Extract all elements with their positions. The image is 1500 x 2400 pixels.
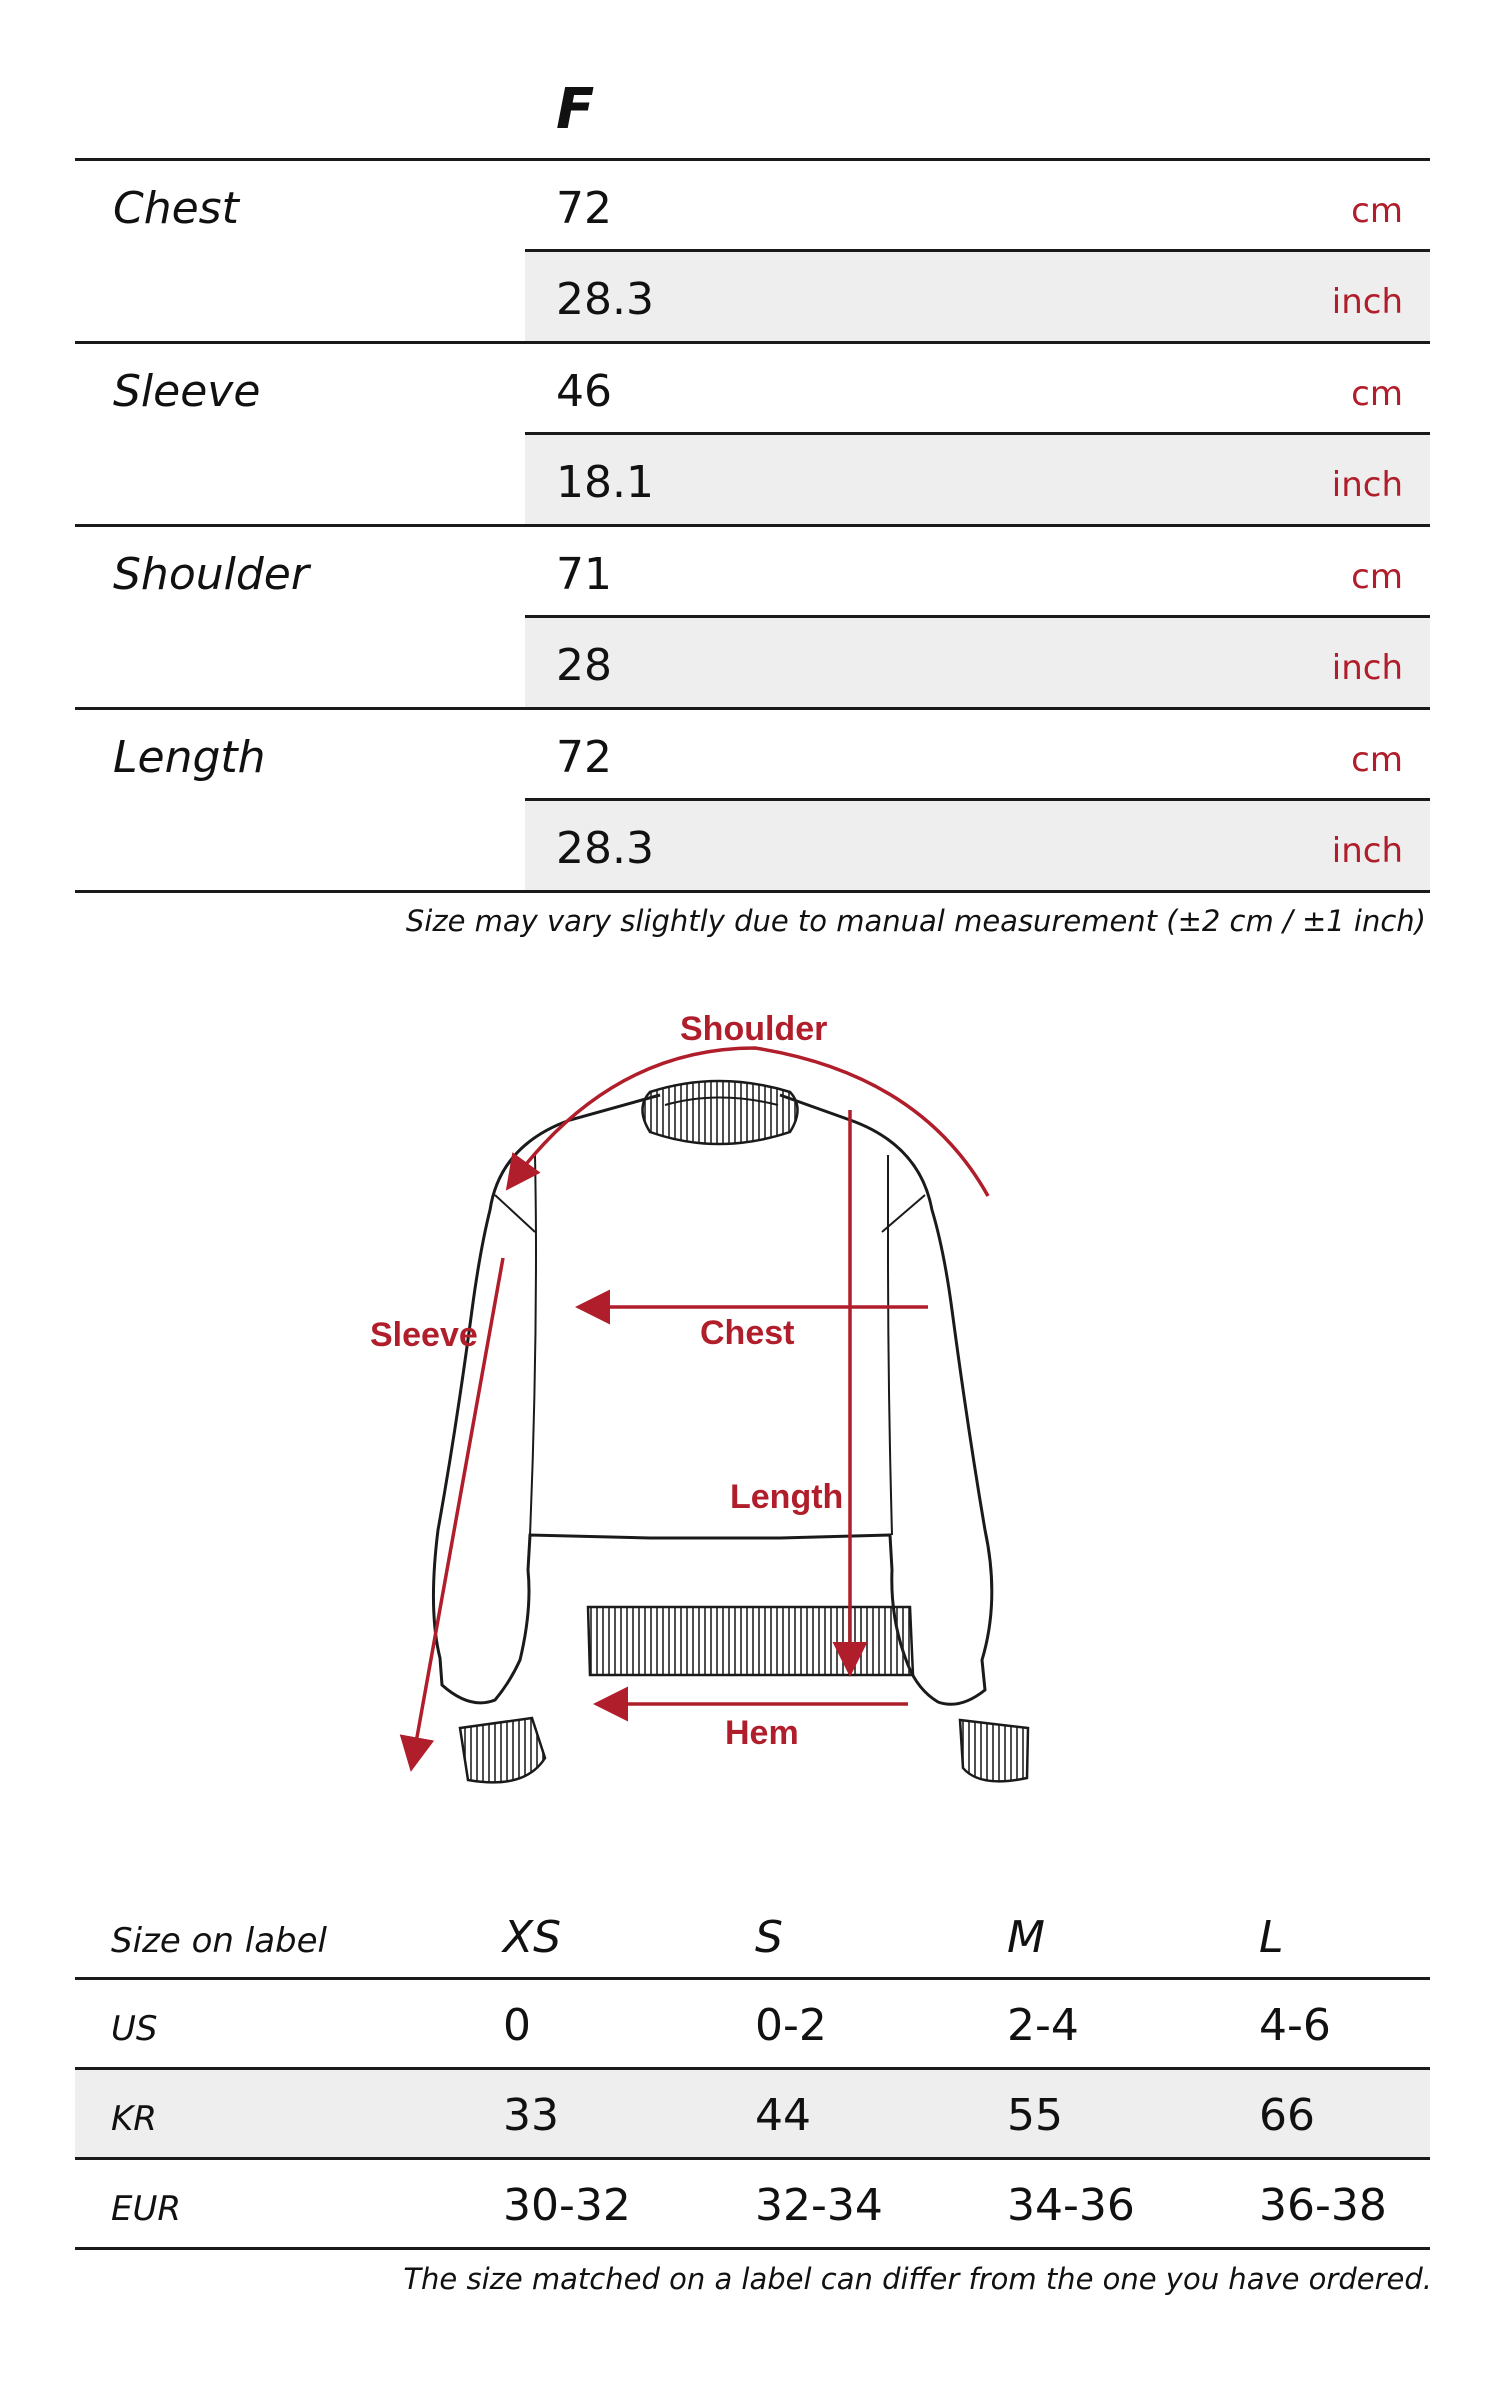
unit-label: inch — [1331, 648, 1403, 688]
measurement-label: Length — [113, 732, 266, 783]
measurement-note: Size may vary slightly due to manual measurement (±2 cm / ±1 inch) — [405, 904, 1426, 938]
table-cell: 33 — [503, 2090, 559, 2141]
table-cell: 0-2 — [755, 2000, 827, 2051]
row-label: KR — [111, 2099, 157, 2139]
measurement-row-cm — [525, 344, 1430, 432]
measurement-row-inch — [525, 615, 1430, 707]
sweater-diagram — [360, 1010, 1100, 1830]
measurement-table — [75, 158, 1430, 893]
measurement-label: Shoulder — [113, 549, 309, 600]
table-cell: 32-34 — [755, 2180, 883, 2231]
table-cell: 2-4 — [1007, 2000, 1079, 2051]
table-cell: 44 — [755, 2090, 811, 2141]
header-label: Size on label — [111, 1921, 327, 1961]
right-inner-side — [888, 1155, 892, 1535]
measurement-value: 72 — [556, 183, 612, 234]
left-shoulder-seam — [495, 1195, 535, 1232]
hem-rib — [588, 1607, 913, 1675]
table-cell: 36-38 — [1259, 2180, 1387, 2231]
measurement-row-cm — [525, 527, 1430, 615]
measurement-value: 28.3 — [556, 823, 654, 874]
left-cuff — [460, 1718, 545, 1782]
measurement-group-shoulder — [75, 524, 1430, 707]
measurement-label: Sleeve — [113, 366, 261, 417]
conversion-row-us — [75, 1980, 1430, 2070]
shoulder-label: Shoulder — [680, 1010, 828, 1048]
measurement-value: 46 — [556, 366, 612, 417]
size-xs: XS — [503, 1912, 562, 1963]
measurement-group-length — [75, 707, 1430, 893]
measurement-value: 71 — [556, 549, 612, 600]
measurement-label: Chest — [113, 183, 239, 234]
table-cell: 4-6 — [1259, 2000, 1331, 2051]
conversion-row-kr — [75, 2070, 1430, 2160]
measurement-row-cm — [525, 710, 1430, 798]
collar-rib — [643, 1081, 798, 1144]
unit-label: cm — [1351, 191, 1403, 231]
unit-label: cm — [1351, 740, 1403, 780]
table-cell: 30-32 — [503, 2180, 631, 2231]
right-cuff — [960, 1720, 1028, 1781]
table-cell: 55 — [1007, 2090, 1063, 2141]
measurement-value: 28.3 — [556, 274, 654, 325]
unit-label: inch — [1331, 282, 1403, 322]
measurement-row-inch — [525, 432, 1430, 524]
size-m: M — [1007, 1912, 1045, 1963]
table-cell: 34-36 — [1007, 2180, 1135, 2231]
unit-label: inch — [1331, 831, 1403, 871]
measurement-row-inch — [525, 249, 1430, 341]
chest-label: Chest — [700, 1314, 795, 1352]
table-cell: 66 — [1259, 2090, 1315, 2141]
measurement-row-cm — [525, 161, 1430, 249]
unit-label: inch — [1331, 465, 1403, 505]
measurement-value: 72 — [556, 732, 612, 783]
size-s: S — [755, 1912, 783, 1963]
sleeve-label: Sleeve — [370, 1316, 478, 1354]
hem-label: Hem — [725, 1714, 799, 1752]
table-cell: 0 — [503, 2000, 531, 2051]
measurement-group-sleeve — [75, 341, 1430, 524]
size-l: L — [1259, 1912, 1284, 1963]
row-label: US — [111, 2009, 158, 2049]
left-inner-side — [530, 1155, 536, 1535]
size-header: F — [556, 77, 595, 142]
sweater-illustration — [360, 1010, 1100, 1830]
measurement-value: 28 — [556, 640, 612, 691]
unit-label: cm — [1351, 374, 1403, 414]
conversion-row-eur — [75, 2160, 1430, 2250]
measurement-row-inch — [525, 798, 1430, 890]
measurement-value: 18.1 — [556, 457, 654, 508]
unit-label: cm — [1351, 557, 1403, 597]
conversion-header-row — [75, 1888, 1430, 1980]
length-label: Length — [730, 1478, 844, 1516]
size-conversion-table — [75, 1888, 1430, 2250]
conversion-note: The size matched on a label can differ from the one you have ordered. — [403, 2262, 1432, 2296]
measurement-group-chest — [75, 158, 1430, 341]
row-label: EUR — [111, 2189, 181, 2229]
